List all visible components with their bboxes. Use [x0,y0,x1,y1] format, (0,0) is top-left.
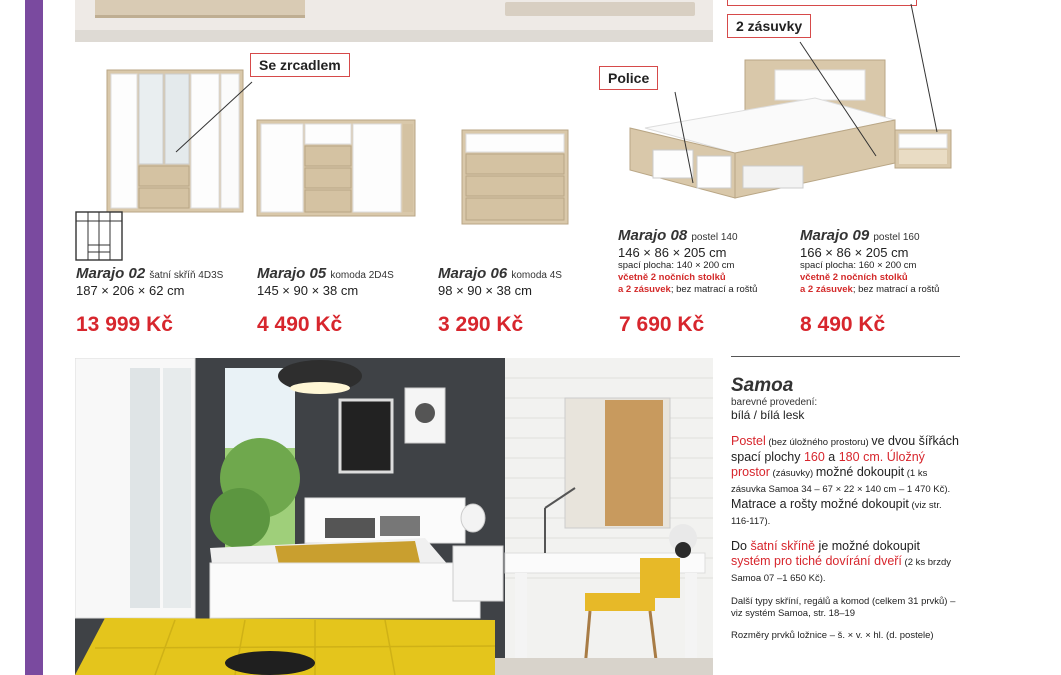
product-dims: 146 × 86 × 205 cm [618,245,727,260]
product-dims: 187 × 206 × 62 cm [76,283,185,298]
product-name: Marajo 09 postel 160 [800,227,920,244]
samoa-bedroom-photo [75,358,713,675]
more-items-note: Další typy skříní, regálů a komod (celkem 31 prvků) – viz systém Samoa, str. 18–19 [731,596,956,619]
price-marajo-05: 4 490 Kč [257,313,343,336]
top-room-photo [75,0,713,42]
wardrobe-layout-icon [75,211,123,261]
product-name: Marajo 06 komoda 4S [438,265,562,282]
price-marajo-02: 13 999 Kč [76,313,173,336]
product-dims: 166 × 86 × 205 cm [800,245,909,260]
price-marajo-09: 8 490 Kč [800,313,886,336]
nightstand-image [893,128,953,170]
dimensions-note: Rozměry prvků ložnice – š. × v. × hl. (d. postele) [731,630,934,641]
product-included-2: a 2 zásuvek; bez matrací a roštů [618,284,758,295]
callout-shelf: Police [599,66,658,90]
dresser-4s-image [460,128,570,226]
product-sleep-area: spací plocha: 160 × 200 cm [800,260,917,271]
dresser-2d4s-image [255,118,417,220]
product-dims: 98 × 90 × 38 cm [438,283,532,298]
product-marajo-02 [76,265,251,298]
wardrobe-image [105,68,245,216]
product-name: Marajo 02 šatní skříň 4D3S [76,265,224,282]
product-name: Marajo 05 komoda 2D4S [257,265,394,282]
product-marajo-06 [438,265,613,298]
wardrobe-description: Do šatní skříně je možné dokoupit systém pro tiché dovírání dveří (2 ks brzdy Samoa 07 –1 650 Kč). [731,539,952,584]
callout-drawers: 2 zásuvky [727,14,811,38]
colors-label: barevné provedení: [731,397,818,408]
product-included: včetně 2 nočních stolků [618,272,726,283]
section-divider [731,356,960,357]
product-included: včetně 2 nočních stolků [800,272,908,283]
product-dims: 145 × 90 × 38 cm [257,283,359,298]
product-name: Marajo 08 postel 140 [618,227,738,244]
colors-value: bílá / bílá lesk [731,408,805,422]
product-marajo-09 [800,227,980,296]
bed-image [625,58,900,203]
callout-mirror: Se zrcadlem [250,53,350,77]
samoa-title: Samoa [731,375,794,396]
product-marajo-08 [618,227,796,296]
price-marajo-06: 3 290 Kč [438,313,524,336]
product-marajo-05 [257,265,432,298]
product-sleep-area: spací plocha: 140 × 200 cm [618,260,735,271]
brand-side-bar [25,0,43,675]
samoa-description [731,356,961,652]
product-included-2: a 2 zásuvek; bez matrací a roštů [800,284,940,295]
callout-cropped [727,0,917,6]
bed-description: Postel (bez úložného prostoru) ve dvou šířkách spací plochy 160 a 180 cm. Úložný prostor (zásuvky) možné dokoupit (1 ks zásuvka Samoa 34 – 67 × 22 × 140 cm – 1 470 Kč). Matrace a rošty možné dokoupit (viz str. 116-117). [731,434,959,527]
price-marajo-08: 7 690 Kč [619,313,705,336]
